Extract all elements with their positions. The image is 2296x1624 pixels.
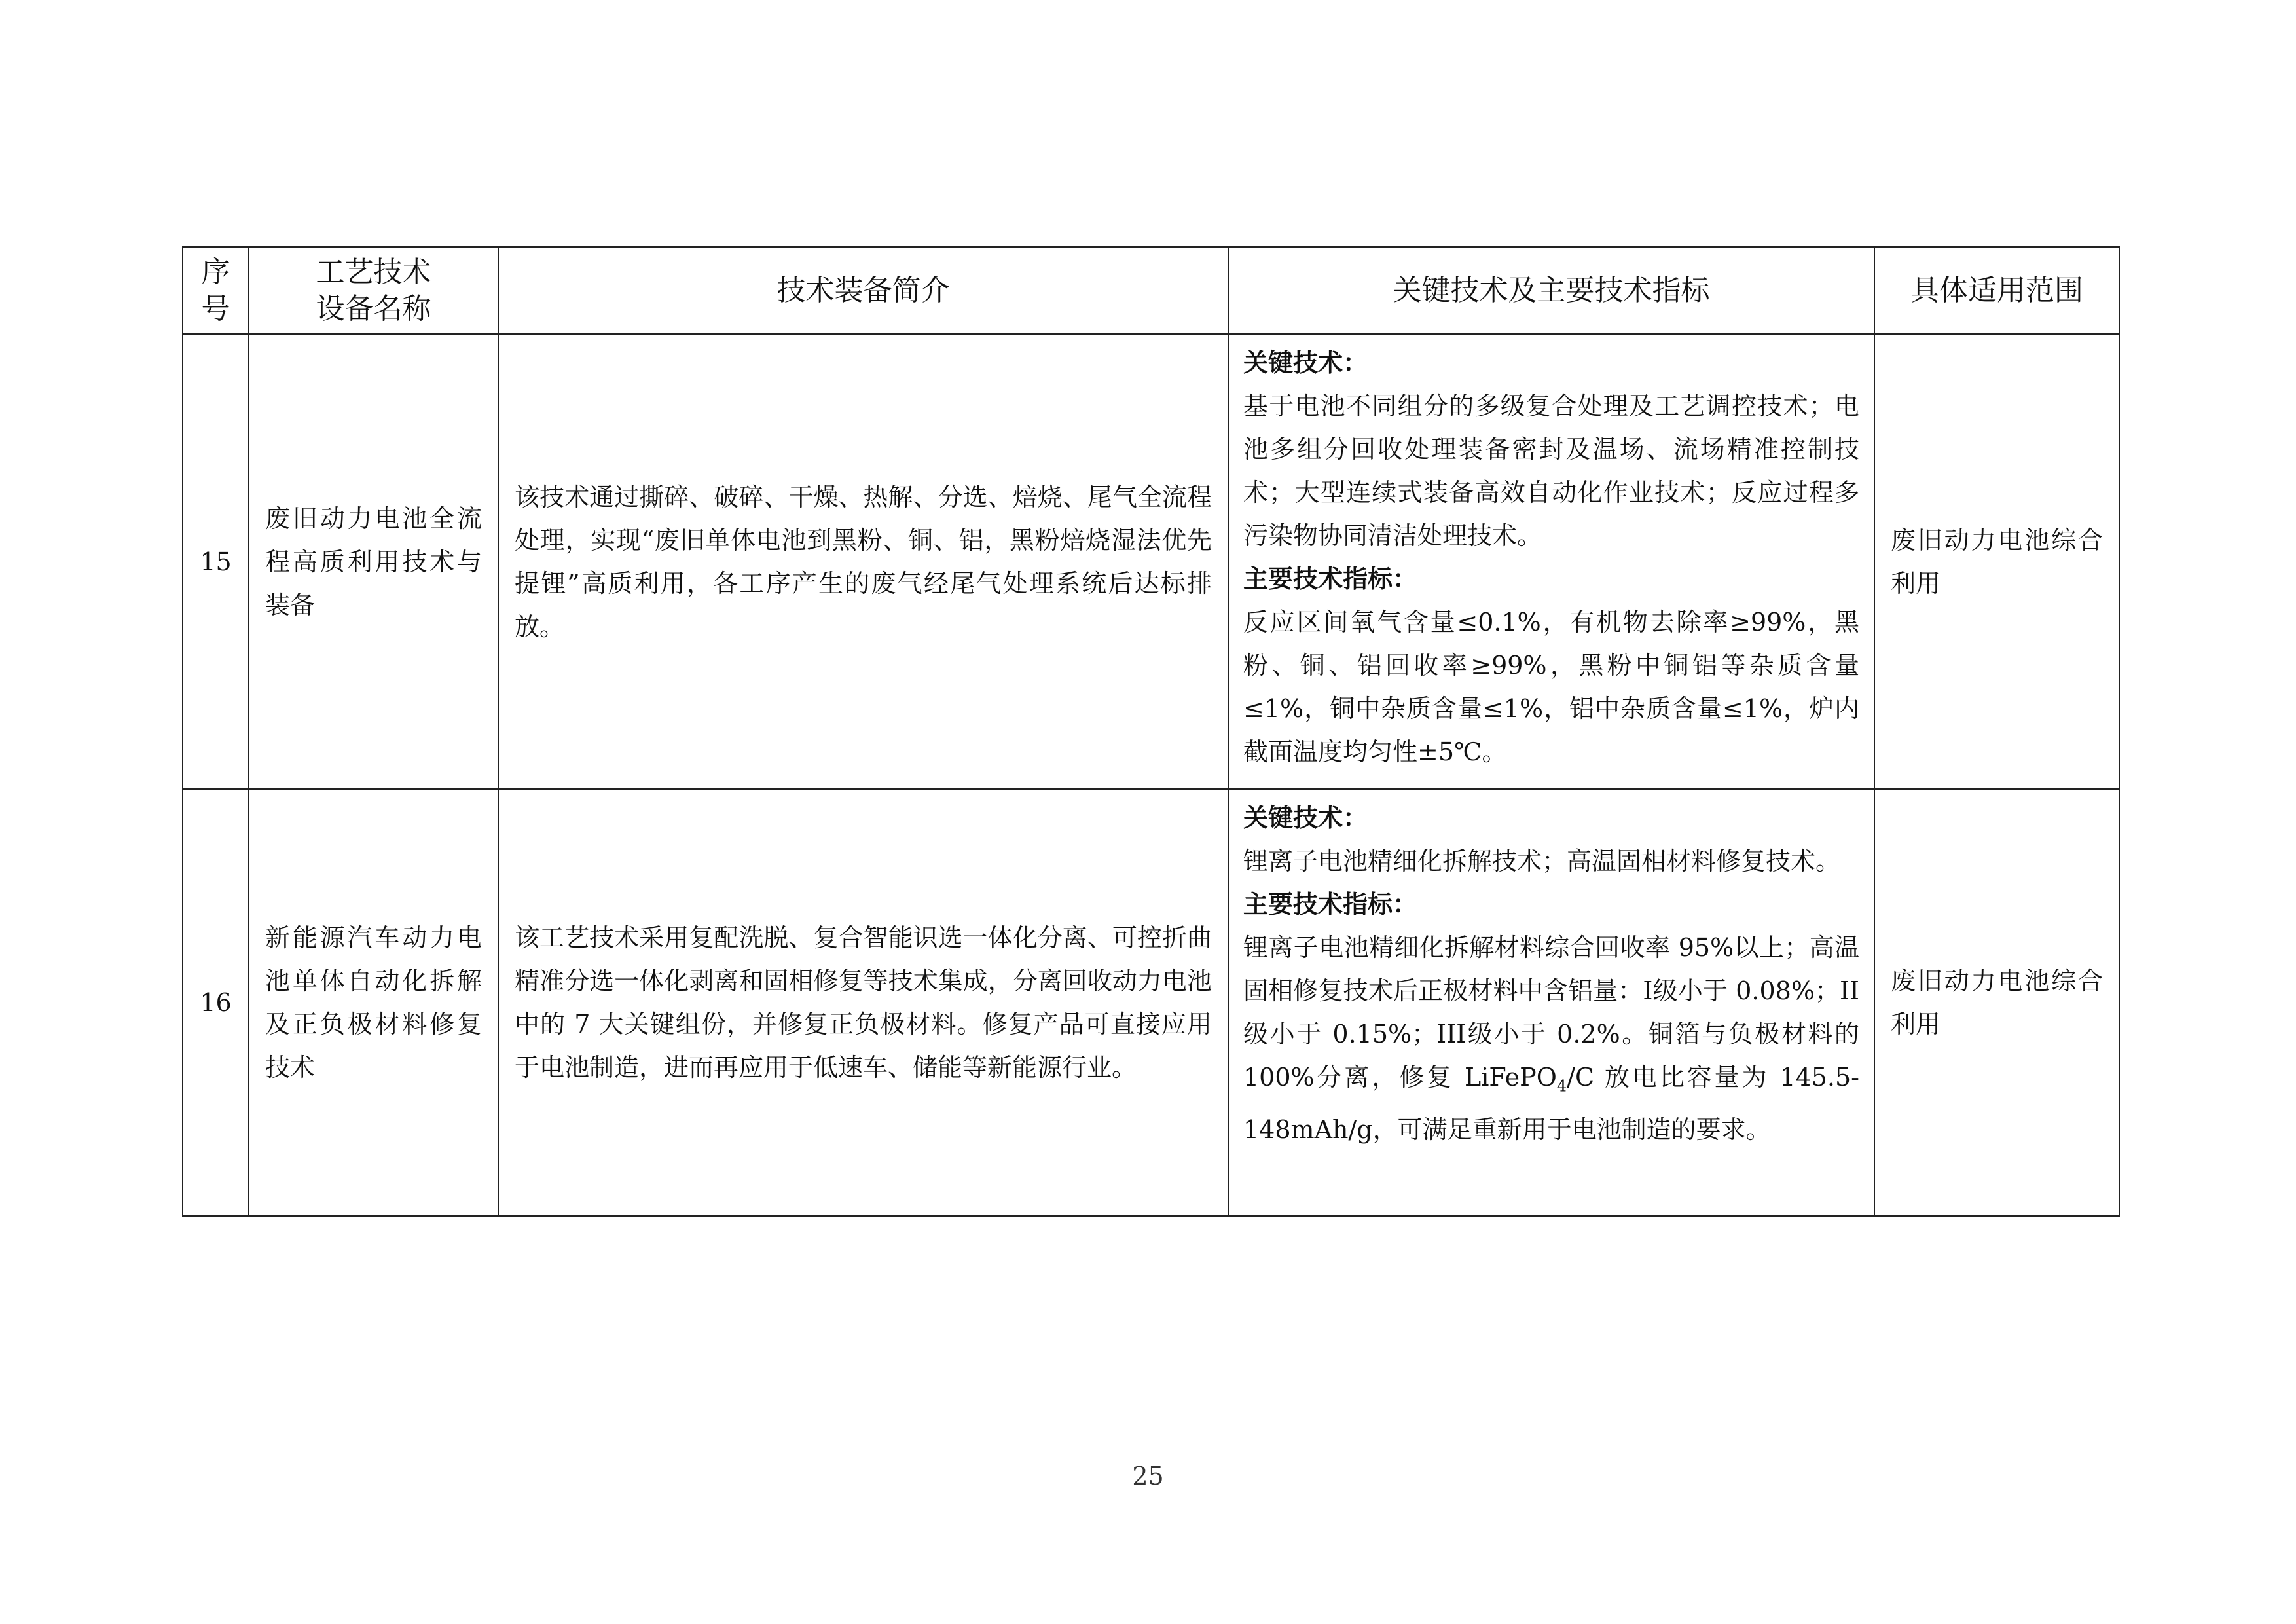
key-tech-text: 基于电池不同组分的多级复合处理及工艺调控技术；电池多组分回收处理装备密封及温场、流场精准控制技术；大型连续式装备高效自动化作业技术；反应过程多污染物协同清洁处理技术。: [1243, 392, 1859, 550]
header-intro: 技术装备简介: [498, 247, 1228, 334]
key-tech-heading: 关键技术：: [1243, 348, 1368, 377]
header-scope: 具体适用范围: [1874, 247, 2119, 334]
main-index-text-part-2: /C 放电比容量为 145.5-148mAh/g，可满足重新用于电池制造的要求。: [1243, 1063, 1859, 1144]
tech-intro: 该技术通过撕碎、破碎、干燥、热解、分选、焙烧、尾气全流程处理，实现“废旧单体电池到黑粉、铜、铝，黑粉焙烧湿法优先提锂”高质利用，各工序产生的废气经尾气处理系统后达标排放。: [498, 334, 1228, 789]
header-serial-line-1: 序: [201, 255, 230, 289]
header-name-line-1: 工艺技术: [316, 255, 431, 289]
header-key-tech: 关键技术及主要技术指标: [1228, 247, 1874, 334]
header-name-line-2: 设备名称: [316, 291, 431, 325]
main-index-heading: 主要技术指标：: [1243, 564, 1418, 593]
main-index-text-part-1: 锂离子电池精细化拆解材料综合回收率 95%以上；高温固相修复技术后正极材料中含铝量：I级小于 0.08%；II级小于 0.15%；III级小于 0.2%。铜箔与负极材料的 100%分离，修复 LiFePO: [1243, 933, 1859, 1092]
process-name: 新能源汽车动力电池单体自动化拆解及正负极材料修复技术: [249, 789, 498, 1216]
applicable-scope: 废旧动力电池综合利用: [1874, 789, 2119, 1216]
table-row: [183, 334, 2119, 789]
key-tech-text: 锂离子电池精细化拆解技术；高温固相材料修复技术。: [1243, 847, 1841, 876]
key-tech-cell: [1228, 334, 1874, 789]
main-index-subscript: 4: [1556, 1077, 1567, 1096]
applicable-scope: 废旧动力电池综合利用: [1874, 334, 2119, 789]
key-tech-heading: 关键技术：: [1243, 803, 1368, 832]
header-serial-line-2: 号: [201, 291, 230, 325]
main-index-heading: 主要技术指标：: [1243, 890, 1418, 919]
technology-table: [182, 246, 2120, 1217]
table-row: [183, 789, 2119, 1216]
main-index-text: 反应区间氧气含量≤0.1%，有机物去除率≥99%，黑粉、铜、铝回收率≥99%，黑粉中铜铝等杂质含量≤1%，铜中杂质含量≤1%，铝中杂质含量≤1%，炉内截面温度均匀性±5℃。: [1243, 608, 1859, 766]
process-name: 废旧动力电池全流程高质利用技术与装备: [249, 334, 498, 789]
page-number: 25: [1132, 1462, 1164, 1490]
row-number: 16: [183, 789, 249, 1216]
table-header-row: [183, 247, 2119, 334]
key-tech-cell: [1228, 789, 1874, 1216]
header-process-name: [249, 247, 498, 334]
tech-intro: 该工艺技术采用复配洗脱、复合智能识选一体化分离、可控折曲精准分选一体化剥离和固相修复等技术集成，分离回收动力电池中的 7 大关键组份，并修复正负极材料。修复产品可直接应用于电池制造，进而再应用于低速车、储能等新能源行业。: [498, 789, 1228, 1216]
row-number: 15: [183, 334, 249, 789]
main-index-text: [1243, 926, 1859, 1151]
header-serial-number: [183, 247, 249, 334]
